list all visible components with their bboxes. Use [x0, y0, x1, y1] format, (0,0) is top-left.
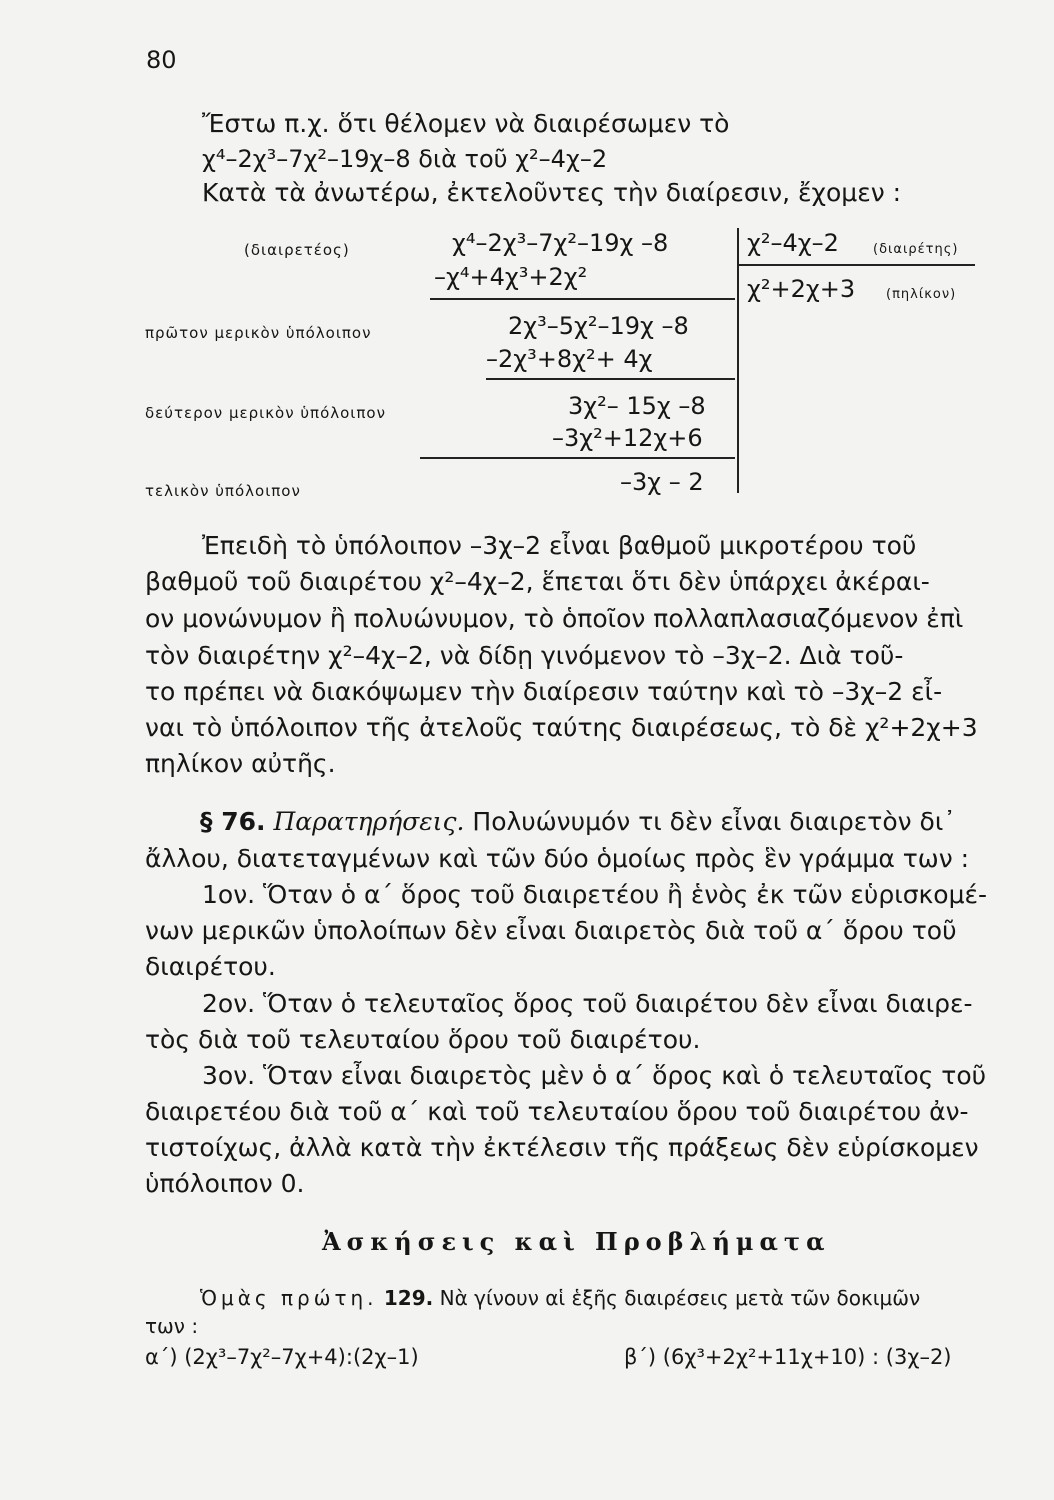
para1-line-2: βαθμοῦ τοῦ διαιρέτου χ²–4χ–2, ἕπεται ὅτι δὲν ὑπάρχει ἀκέραι-	[145, 567, 930, 596]
item3-line-1: 3ον. Ὅταν εἶναι διαιρετὸς μὲν ὁ α΄ ὅρος καὶ ὁ τελευταῖος τοῦ	[202, 1061, 987, 1090]
exercise-129-line	[200, 1282, 920, 1314]
section-line-2: ἄλλου, διατεταγμένων καὶ τῶν δύο ὁμοίως πρὸς ἓν γράμμα των :	[145, 844, 970, 873]
dividend: χ⁴–2χ³–7χ²–19χ –8	[452, 229, 669, 257]
final-remainder-label: τελικὸν ὑπόλοιπον	[145, 482, 301, 500]
first-remainder: 2χ³–5χ²–19χ –8	[508, 312, 689, 340]
subtraction-step-3: –3χ²+12χ+6	[552, 424, 703, 452]
quotient-label: (πηλίκον)	[886, 287, 957, 302]
section-line-1-rest: Πολυώνυμόν τι δὲν εἶναι διαιρετὸν δι᾽	[472, 807, 956, 836]
para1-line-4: τὸν διαιρέτην χ²–4χ–2, νὰ δίδῃ γινόμενον τὸ –3χ–2. Διὰ τοῦ-	[145, 641, 904, 670]
item2-line-1: 2ον. Ὅταν ὁ τελευταῖος ὅρος τοῦ διαιρέτου δὲν εἶναι διαιρε-	[202, 989, 973, 1018]
second-remainder-label: δεύτερον μερικὸν ὑπόλοιπον	[145, 404, 386, 422]
exercise-number: 129.	[383, 1286, 434, 1310]
item1-line-1: 1ον. Ὅταν ὁ α΄ ὅρος τοῦ διαιρετέου ἢ ἑνὸς ἐκ τῶν εὑρισκομέ-	[202, 880, 988, 909]
subtraction-rule-2	[486, 378, 735, 380]
para1-line-5: το πρέπει νὰ διακόψωμεν τὴν διαίρεσιν ταύτην καὶ τὸ –3χ–2 εἶ-	[145, 677, 943, 706]
divisor-label: (διαιρέτης)	[873, 242, 959, 257]
item2-line-2: τὸς διὰ τοῦ τελευταίου ὅρου τοῦ διαιρέτου.	[145, 1025, 701, 1054]
section-number: § 76.	[200, 807, 266, 836]
intro-line-1: Ἔστω π.χ. ὅτι θέλομεν νὰ διαιρέσωμεν τὸ	[202, 109, 730, 138]
para1-line-3: ον μονώνυμον ἢ πολυώνυμον, τὸ ὁποῖον πολλαπλασιαζόμενον ἐπὶ	[145, 604, 964, 633]
item3-line-2: διαιρετέου διὰ τοῦ α΄ καὶ τοῦ τελευταίου ὅρου τοῦ διαιρέτου ἀν-	[145, 1097, 969, 1126]
exercises-heading: Ἀσκήσεις καὶ Προβλήματα	[322, 1227, 831, 1256]
first-remainder-label: πρῶτον μερικὸν ὑπόλοιπον	[145, 324, 372, 342]
exercise-b: β΄) (6χ³+2χ²+11χ+10) : (3χ–2)	[624, 1345, 952, 1369]
item1-line-3: διαιρέτου.	[145, 952, 276, 981]
division-divisor-bar	[739, 264, 975, 266]
para1-line-6: ναι τὸ ὑπόλοιπον τῆς ἀτελοῦς ταύτης διαιρέσεως, τὸ δὲ χ²+2χ+3	[145, 713, 978, 742]
item1-line-2: νων μερικῶν ὑπολοίπων δὲν εἶναι διαιρετὸς διὰ τοῦ α΄ ὅρου τοῦ	[145, 916, 957, 945]
page-number: 80	[146, 46, 177, 74]
section-heading-line	[200, 806, 956, 838]
section-title: Παρατηρήσεις.	[273, 807, 465, 836]
item3-line-3: τιστοίχως, ἀλλὰ κατὰ τὴν ἐκτέλεσιν τῆς πράξεως δὲν εὑρίσκομεν	[145, 1133, 979, 1162]
subtraction-step-2: –2χ³+8χ²+ 4χ	[486, 345, 653, 373]
intro-line-3: Κατὰ τὰ ἀνωτέρω, ἐκτελοῦντες τὴν διαίρεσιν, ἔχομεν :	[202, 178, 902, 207]
division-vertical-bar	[737, 228, 739, 493]
intro-line-2: χ⁴–2χ³–7χ²–19χ–8 διὰ τοῦ χ²–4χ–2	[202, 145, 608, 173]
final-remainder: –3χ – 2	[620, 468, 704, 496]
subtraction-rule-1	[430, 298, 735, 300]
group-label: Ὁμὰς πρώτη.	[200, 1286, 378, 1310]
item3-line-4: ὑπόλοιπον 0.	[145, 1169, 305, 1198]
second-remainder: 3χ²– 15χ –8	[568, 392, 706, 420]
subtraction-step-1: –χ⁴+4χ³+2χ²	[434, 263, 588, 291]
exercise-instruction-cont: των :	[145, 1314, 199, 1338]
dividend-label: (διαιρετέος)	[244, 241, 350, 259]
subtraction-rule-3	[420, 457, 735, 459]
para1-line-7: πηλίκον αὐτῆς.	[145, 749, 336, 778]
para1-line-1: Ἐπειδὴ τὸ ὑπόλοιπον –3χ–2 εἶναι βαθμοῦ μικροτέρου τοῦ	[202, 531, 917, 560]
exercise-instruction: Νὰ γίνουν αἱ ἑξῆς διαιρέσεις μετὰ τῶν δοκιμῶν	[439, 1286, 921, 1310]
quotient: χ²+2χ+3	[747, 275, 856, 303]
divisor: χ²–4χ–2	[747, 229, 839, 257]
exercise-a: α΄) (2χ³–7χ²–7χ+4):(2χ–1)	[145, 1345, 419, 1369]
